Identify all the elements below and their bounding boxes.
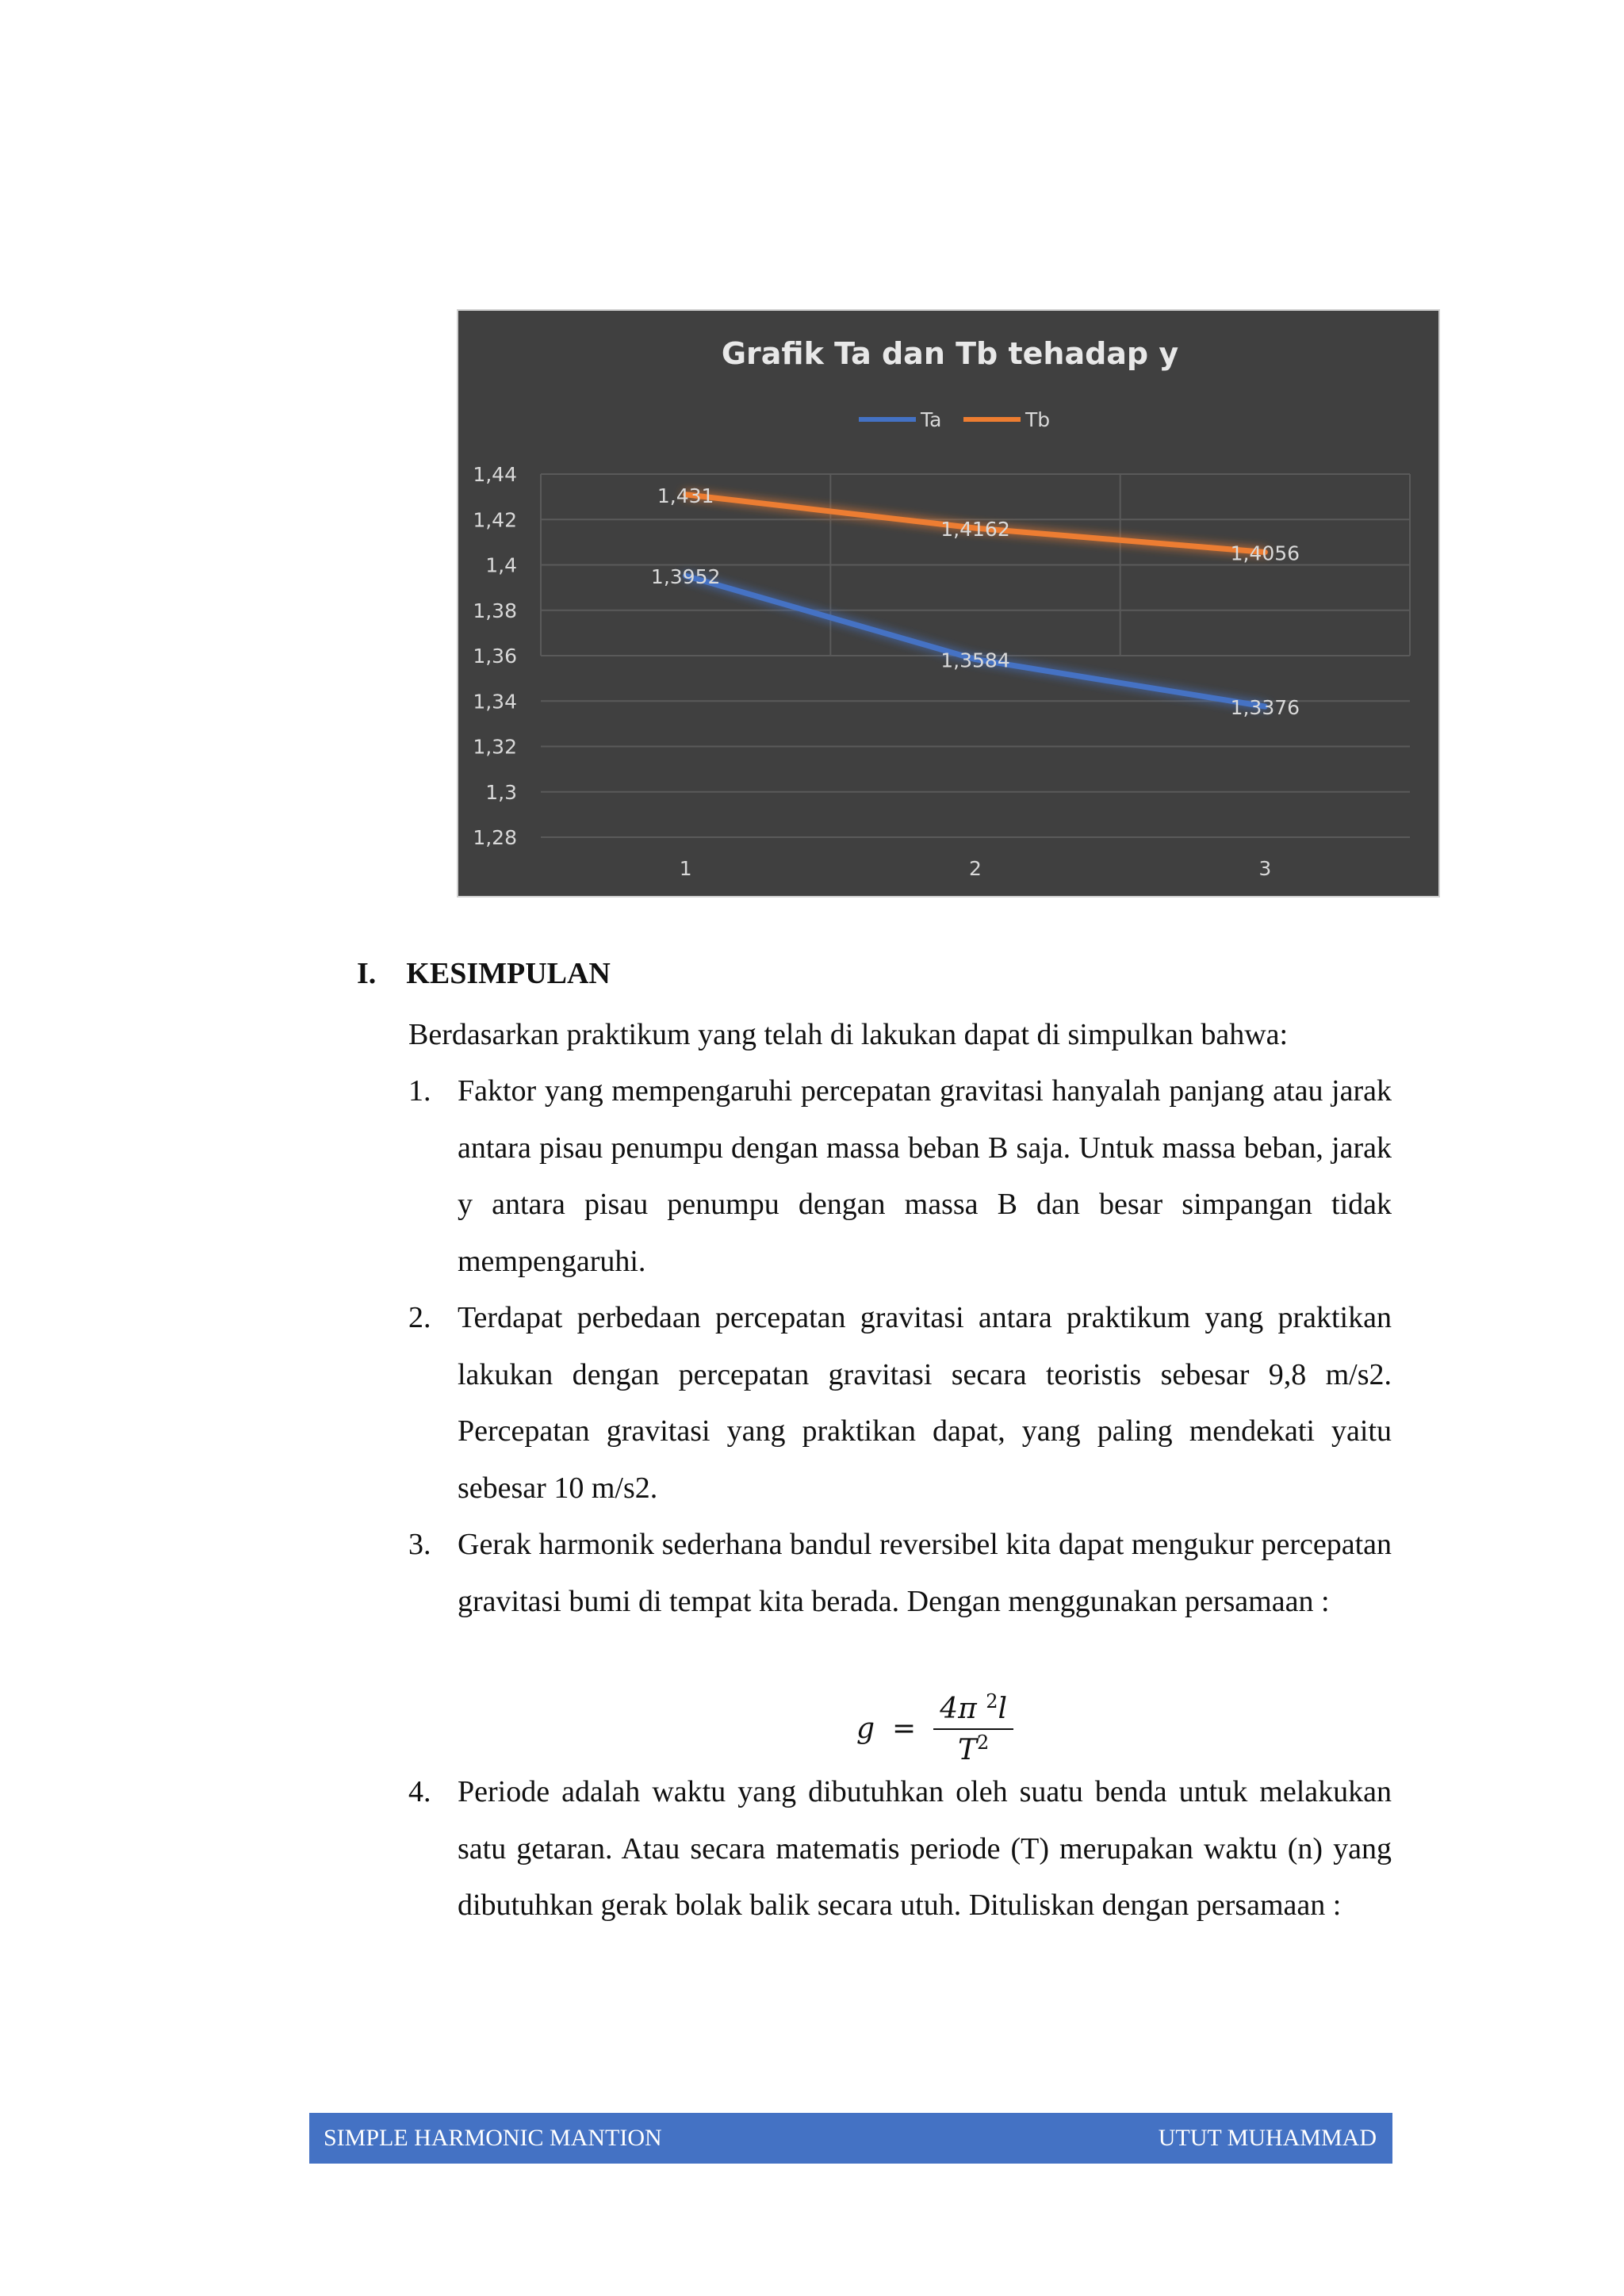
section-title: KESIMPULAN — [406, 957, 611, 990]
y-tick-label: 1,34 — [473, 690, 517, 714]
list-item-number: 2. — [408, 1301, 431, 1334]
data-label: 1,3584 — [940, 649, 1010, 672]
y-tick-label: 1,36 — [473, 645, 517, 668]
footer-right: UTUT MUHAMMAD — [1158, 2125, 1377, 2151]
list-item — [408, 1290, 1392, 1517]
y-tick-label: 1,38 — [473, 599, 517, 622]
list-item-number: 3. — [408, 1528, 431, 1561]
series-line-ta — [686, 576, 1266, 706]
data-label: 1,3376 — [1230, 696, 1300, 720]
x-tick-label: 3 — [1258, 857, 1272, 880]
y-tick-label: 1,42 — [473, 508, 517, 532]
data-label: 1,3952 — [650, 565, 721, 589]
y-tick-label: 1,44 — [473, 463, 517, 486]
section-number: I. — [357, 957, 377, 990]
formula-lhs: g — [856, 1712, 875, 1745]
list-item-text: Faktor yang mempengaruhi percepatan gravitasi hanyalah panjang atau jarak antara pisau penumpu dengan massa beban B saja. Untuk massa beban, jarak y antara pisau penumpu dengan massa B dan besar simpangan tidak mempengaruhi. — [458, 1074, 1392, 1278]
y-tick-label: 1,3 — [485, 780, 517, 804]
formula-denominator — [958, 1730, 989, 1766]
formula-equals: = — [892, 1712, 917, 1745]
list-item — [408, 1063, 1392, 1290]
y-tick-label: 1,4 — [485, 553, 517, 577]
formula-num-a: 4π — [940, 1693, 977, 1725]
x-tick-label: 1 — [679, 857, 692, 880]
formula-numerator — [933, 1690, 1013, 1730]
gravity-formula — [856, 1690, 1013, 1766]
chart-legend — [859, 408, 1050, 431]
line-chart — [458, 311, 1442, 899]
formula-num-exp: 2 — [986, 1690, 998, 1712]
data-label: 1,4162 — [940, 518, 1010, 541]
data-label: 1,4056 — [1230, 541, 1300, 565]
formula-num-b: l — [998, 1693, 1008, 1725]
y-tick-label: 1,32 — [473, 735, 517, 759]
x-tick-label: 2 — [969, 857, 982, 880]
list-item-text: Gerak harmonik sederhana bandul reversibel kita dapat mengukur percepatan gravitasi bumi di tempat kita berada. Dengan menggunakan persamaan : — [458, 1528, 1392, 1618]
list-item — [408, 1764, 1392, 1934]
formula-fraction — [933, 1690, 1013, 1766]
list-item — [408, 1517, 1392, 1630]
page-footer — [309, 2113, 1392, 2164]
list-item-text: Periode adalah waktu yang dibutuhkan oleh suatu benda untuk melakukan satu getaran. Atau secara matematis periode (T) merupakan waktu (n) yang dibutuhkan gerak bolak balik secara utuh. Dituliskan dengan persamaan : — [458, 1775, 1392, 1922]
y-axis-ticks — [473, 463, 517, 849]
x-axis-ticks — [680, 857, 1272, 880]
intro-paragraph: Berdasarkan praktikum yang telah di lakukan dapat di simpulkan bahwa: — [408, 1018, 1289, 1051]
formula-den-exp: 2 — [977, 1732, 990, 1754]
legend-label: Ta — [921, 408, 942, 431]
legend-label: Tb — [1025, 408, 1051, 431]
data-label: 1,431 — [657, 484, 714, 507]
chart-title: Grafik Ta dan Tb tehadap y — [721, 336, 1179, 371]
list-item-number: 1. — [408, 1074, 431, 1108]
footer-left: SIMPLE HARMONIC MANTION — [324, 2125, 662, 2151]
list-item-number: 4. — [408, 1775, 431, 1808]
section-heading — [357, 956, 611, 991]
list-item-text: Terdapat perbedaan percepatan gravitasi antara praktikum yang praktikan lakukan dengan percepatan gravitasi secara teoristis sebesar 9,8 m/s2. Percepatan gravitasi yang praktikan dapat, yang paling mendekati yaitu sebesar 10 m/s2. — [458, 1301, 1392, 1505]
chart-container — [457, 309, 1440, 897]
formula-den: T — [957, 1734, 977, 1766]
y-tick-label: 1,28 — [473, 826, 517, 849]
